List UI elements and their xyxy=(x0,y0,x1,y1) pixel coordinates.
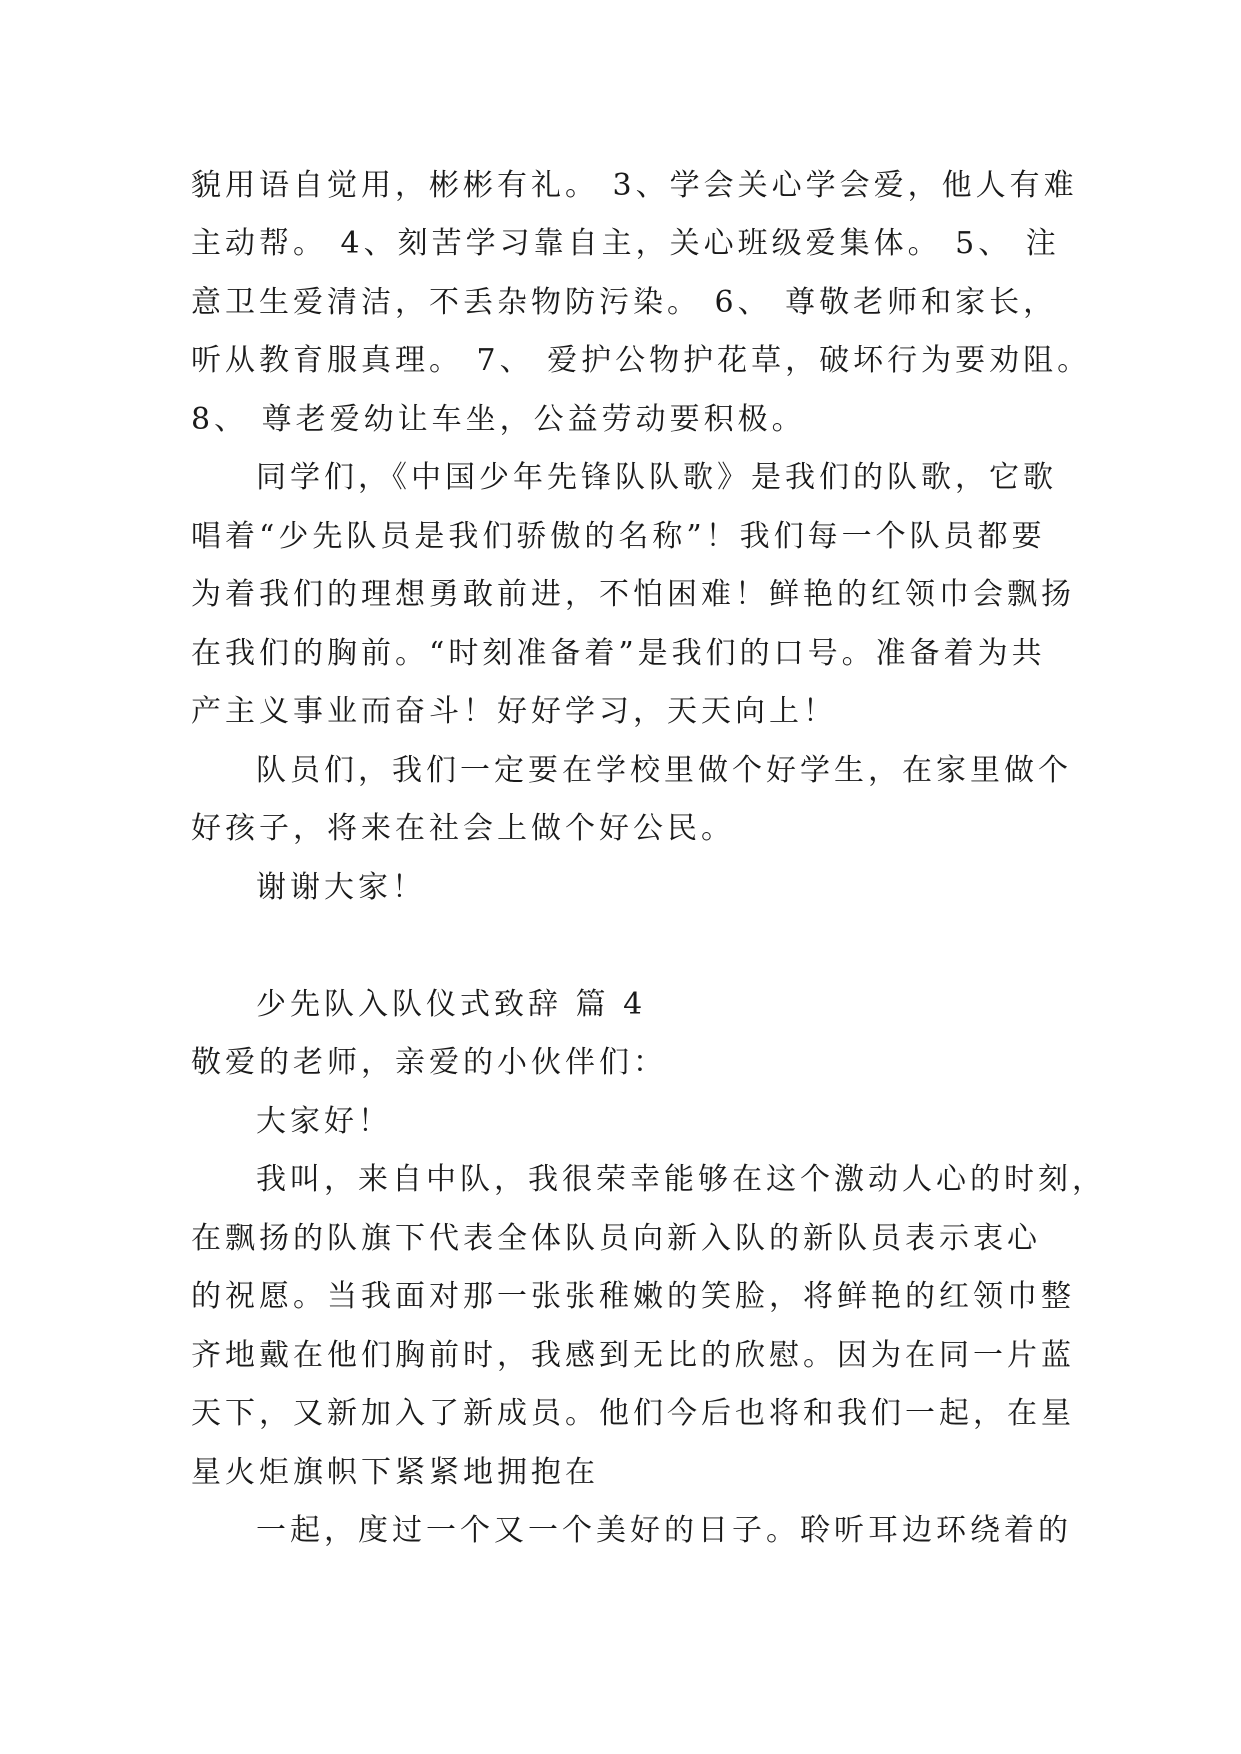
section-heading: 少先队入队仪式致辞 篇 4 xyxy=(256,987,647,1022)
text-line: 8、 尊老爱幼让车坐，公益劳动要积极。 xyxy=(191,402,806,437)
text-line: 产主义事业而奋斗！好好学习，天天向上！ xyxy=(191,694,837,729)
text-line: 好孩子，将来在社会上做个好公民。 xyxy=(191,811,735,846)
closing-line: 谢谢大家！ xyxy=(256,870,426,905)
salutation: 敬爱的老师，亲爱的小伙伴们： xyxy=(191,1045,667,1080)
text-line: 意卫生爱清洁，不丢杂物防污染。 6、 尊敬老师和家长， xyxy=(191,285,1058,320)
paragraph-start: 同学们，《中国少年先锋队队歌》是我们的队歌，它歌 xyxy=(256,460,1057,495)
text-line: 主动帮。 4、刻苦学习靠自主，关心班级爱集体。 5、 注 xyxy=(191,226,1060,261)
text-line: 貌用语自觉用，彬彬有礼。 3、学会关心学会爱，他人有难 xyxy=(191,168,1078,203)
paragraph-start: 队员们，我们一定要在学校里做个好学生，在家里做个 xyxy=(256,753,1072,788)
text-line: 的祝愿。当我面对那一张张稚嫩的笑脸，将鲜艳的红领巾整 xyxy=(191,1279,1075,1314)
paragraph-start: 我叫，来自中队，我很荣幸能够在这个激动人心的时刻， xyxy=(256,1162,1106,1197)
text-line: 天下，又新加入了新成员。他们今后也将和我们一起，在星 xyxy=(191,1396,1075,1431)
text-line: 在飘扬的队旗下代表全体队员向新入队的新队员表示衷心 xyxy=(191,1221,1041,1256)
text-line: 齐地戴在他们胸前时，我感到无比的欣慰。因为在同一片蓝 xyxy=(191,1338,1075,1373)
greeting: 大家好！ xyxy=(256,1104,392,1139)
text-line: 星火炬旗帜下紧紧地拥抱在 xyxy=(191,1455,599,1490)
paragraph-start: 一起，度过一个又一个美好的日子。聆听耳边环绕着的 xyxy=(256,1513,1072,1548)
text-line: 为着我们的理想勇敢前进，不怕困难！鲜艳的红领巾会飘扬 xyxy=(191,577,1075,612)
text-line: 唱着“少先队员是我们骄傲的名称”！我们每一个队员都要 xyxy=(191,519,1046,554)
text-line: 在我们的胸前。“时刻准备着”是我们的口号。准备着为共 xyxy=(191,636,1046,671)
text-line: 听从教育服真理。 7、 爱护公物护花草，破坏行为要劝阻。 xyxy=(191,343,1092,378)
